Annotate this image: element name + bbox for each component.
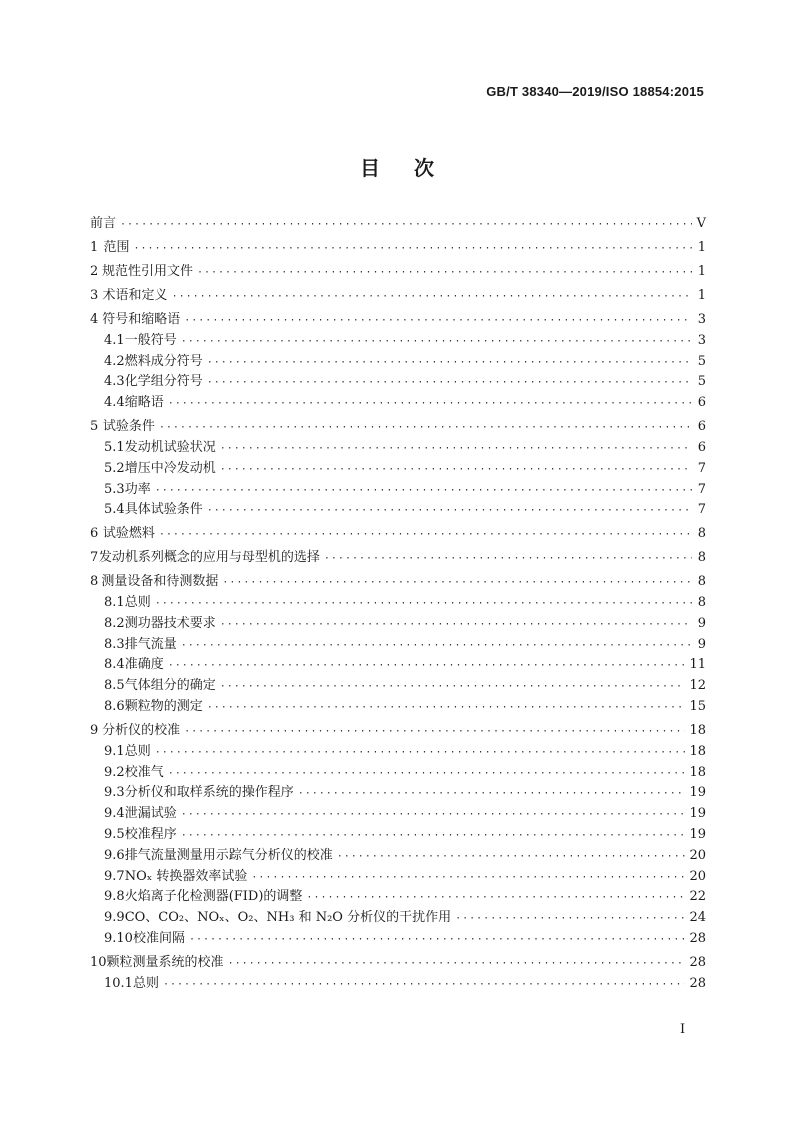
- toc-subentry[interactable]: [90, 887, 706, 908]
- page-number: I: [680, 1022, 686, 1037]
- toc-subentry[interactable]: [90, 655, 706, 676]
- toc-subentry[interactable]: [90, 783, 706, 804]
- toc-entry-number: 9.7: [104, 868, 125, 884]
- dot-leader: [251, 868, 685, 889]
- toc-entry-title: 准确度: [124, 657, 164, 673]
- toc-entry-title: 术语和定义: [102, 287, 168, 303]
- toc-entry-number: 8.5: [104, 678, 125, 694]
- toc-entry-number: 4.3: [104, 374, 125, 390]
- toc-entry-page: 5: [697, 353, 706, 369]
- toc-entry-title: 排气流量测量用示踪气分析仪的校准: [124, 847, 333, 863]
- toc-entry[interactable]: [90, 548, 706, 569]
- toc-entry-page: 11: [689, 657, 706, 673]
- toc-entry-title: 校准气: [124, 764, 164, 780]
- dot-leader: [220, 460, 692, 481]
- toc-entry-page: 7: [697, 460, 706, 476]
- toc-entry-number: 4: [90, 311, 99, 327]
- toc-subentry[interactable]: [90, 331, 706, 352]
- toc-entry-page: 6: [697, 419, 706, 435]
- toc-subentry[interactable]: [90, 500, 706, 521]
- dot-leader: [222, 573, 692, 594]
- toc-entry-number: 5.4: [104, 502, 125, 518]
- dot-leader: [298, 784, 686, 805]
- toc-subentry[interactable]: [90, 846, 706, 867]
- dot-leader: [220, 439, 692, 460]
- toc-entry-number: 8.2: [104, 615, 125, 631]
- toc-entry-page: 28: [689, 975, 706, 991]
- toc-entry-title: 校准间隔: [132, 930, 185, 946]
- toc-entry[interactable]: [90, 310, 706, 331]
- dot-leader: [220, 615, 692, 636]
- toc-entry-number: 9.10: [104, 930, 133, 946]
- toc-subentry[interactable]: [90, 393, 706, 414]
- toc-entry-page: 8: [697, 574, 706, 590]
- dot-leader: [181, 805, 686, 826]
- dot-leader: [207, 698, 686, 719]
- toc-entry-title: 排气流量: [124, 636, 177, 652]
- dot-leader: [306, 888, 685, 909]
- toc-entry-page: 1: [697, 239, 706, 255]
- dot-leader: [155, 481, 692, 502]
- toc-entry-title: 燃料成分符号: [124, 353, 203, 369]
- toc-entry-number: 4.4: [104, 395, 125, 411]
- toc-entry-number: 9.5: [104, 827, 125, 842]
- dot-leader: [168, 764, 686, 785]
- toc-subentry[interactable]: [90, 825, 706, 846]
- toc-entry-title: 化学组分符号: [124, 374, 203, 390]
- toc-subentry[interactable]: [90, 804, 706, 825]
- toc-subentry[interactable]: [90, 352, 706, 373]
- toc-subentry[interactable]: [90, 867, 706, 888]
- toc-subentry[interactable]: [90, 697, 706, 718]
- toc-entry-number: 8.4: [104, 657, 125, 673]
- dot-leader: [181, 332, 692, 353]
- toc-entry-number: 9.6: [104, 847, 125, 863]
- toc-entry-title: 总则: [124, 595, 151, 611]
- toc-entry-title: 颗粒物的测定: [124, 699, 203, 715]
- toc-entry-page: 20: [689, 847, 706, 863]
- toc-entry-number: 1: [90, 239, 99, 255]
- toc-entry-page: 18: [689, 764, 706, 780]
- toc-entry-title: 试验燃料: [102, 526, 155, 542]
- toc-entry-title: 泄漏试验: [124, 806, 177, 822]
- toc-entry-page: 1: [697, 287, 706, 303]
- toc-entry-number: 8.1: [104, 595, 125, 611]
- toc-subentry[interactable]: [90, 593, 706, 614]
- toc-entry-page: 8: [697, 526, 706, 542]
- toc-entry-title: NOₓ 转换器效率试验: [124, 868, 248, 884]
- toc-entry-page: 19: [689, 785, 706, 801]
- toc-entry-page: 8: [697, 595, 706, 611]
- toc-entry-title: 总则: [132, 975, 159, 991]
- toc-subentry[interactable]: [90, 480, 706, 501]
- toc-entry-title: 发动机系列概念的应用与母型机的选择: [98, 550, 320, 566]
- toc-subentry[interactable]: [90, 908, 706, 929]
- toc-subentry[interactable]: [90, 438, 706, 459]
- toc-entry-title: 前言: [90, 216, 117, 231]
- dot-leader: [337, 847, 686, 868]
- toc-entry-number: 3: [90, 287, 99, 303]
- toc-entry-title: 符号和缩略语: [102, 311, 181, 327]
- toc-subentry[interactable]: [90, 763, 706, 784]
- dot-leader: [228, 954, 686, 975]
- toc-entry-title: 功率: [124, 481, 151, 497]
- dot-leader: [155, 594, 692, 615]
- toc-entry-page: 1: [697, 263, 706, 279]
- toc-entry-number: 9.2: [104, 764, 125, 780]
- toc-entry-page: 24: [689, 910, 706, 926]
- toc-entry-page: 18: [689, 743, 706, 759]
- toc-entry-page: 15: [689, 699, 706, 715]
- toc-entry-title: 试验条件: [102, 419, 155, 435]
- toc-entry[interactable]: [90, 262, 706, 283]
- standard-code-header: GB/T 38340—2019/ISO 18854:2015: [486, 84, 704, 99]
- toc-entry-page: 6: [697, 395, 706, 411]
- toc-entry-title: CO、CO₂、NOₓ、O₂、NH₃ 和 N₂O 分析仪的干扰作用: [124, 910, 452, 926]
- toc-entry-number: 10.1: [104, 975, 133, 991]
- toc-subentry[interactable]: [90, 635, 706, 656]
- toc-entry-page: 3: [697, 311, 706, 327]
- dot-leader: [220, 677, 686, 698]
- toc-entry-number: 4.2: [104, 353, 125, 369]
- toc-entry-number: 8.6: [104, 699, 125, 715]
- page-title: 目次: [360, 156, 468, 180]
- toc-entry-number: 9.1: [104, 743, 125, 759]
- toc-entry[interactable]: [90, 572, 706, 593]
- toc-entry[interactable]: [90, 524, 706, 545]
- toc-entry-page: 18: [689, 723, 706, 739]
- toc-subentry[interactable]: [90, 372, 706, 393]
- toc-entry-page: 28: [689, 954, 706, 970]
- toc-entry-number: 9.9: [104, 910, 125, 926]
- toc-entry-page: 9: [697, 615, 706, 631]
- toc-entry-page: 7: [697, 502, 706, 518]
- dot-leader: [189, 930, 685, 951]
- toc-entry[interactable]: [90, 238, 706, 259]
- toc-subentry[interactable]: [90, 676, 706, 697]
- toc-entry-number: 9: [90, 723, 99, 739]
- toc-entry-number: 2: [90, 263, 99, 279]
- toc-entry-title: 校准程序: [124, 827, 177, 842]
- toc-entry-number: 8.3: [104, 636, 125, 652]
- dot-leader: [181, 636, 692, 657]
- toc-entry-page: 3: [697, 332, 706, 348]
- toc-entry-page: 9: [697, 636, 706, 652]
- toc-subentry[interactable]: [90, 929, 706, 950]
- toc-entry-title: 具体试验条件: [124, 502, 203, 518]
- toc-entry-number: 5.2: [104, 460, 125, 476]
- dot-leader: [184, 311, 692, 332]
- toc-entry-page: 22: [689, 889, 706, 905]
- toc-entry-title: 颗粒测量系统的校准: [106, 954, 224, 970]
- dot-leader: [133, 239, 692, 260]
- toc-subentry[interactable]: [90, 459, 706, 480]
- dot-leader: [168, 656, 686, 677]
- toc-entry-title: 分析仪的校准: [102, 723, 181, 739]
- toc-entry-number: 9.3: [104, 785, 125, 801]
- dot-leader: [207, 353, 692, 374]
- toc-entry-title: 一般符号: [124, 332, 177, 348]
- toc-entry-number: 5: [90, 419, 99, 435]
- toc-entry-page: 5: [697, 374, 706, 390]
- toc-entry-title: 规范性引用文件: [101, 263, 193, 279]
- dot-leader: [155, 743, 686, 764]
- toc-entry-title: 增压中冷发动机: [124, 460, 216, 476]
- toc-entry-page: 28: [689, 930, 706, 946]
- toc-entry-title: 发动机试验状况: [124, 439, 216, 455]
- toc-entry-title: 分析仪和取样系统的操作程序: [124, 785, 294, 801]
- toc-entry-page: 6: [697, 439, 706, 455]
- toc-entry[interactable]: [90, 721, 706, 742]
- toc-entry-number: 9.4: [104, 806, 125, 822]
- dot-leader: [455, 909, 685, 930]
- toc-entry-title: 总则: [124, 743, 151, 759]
- dot-leader: [172, 287, 692, 308]
- toc-entry-title: 测量设备和待测数据: [101, 574, 219, 590]
- toc-entry-page: 7: [697, 481, 706, 497]
- toc-entry[interactable]: [90, 953, 706, 974]
- toc-entry-page: 8: [697, 550, 706, 566]
- toc-entry-number: 5.1: [104, 439, 125, 455]
- dot-leader: [120, 215, 692, 236]
- toc-entry-number: 6: [90, 526, 99, 542]
- dot-leader: [197, 263, 692, 284]
- toc-entry-number: 7: [90, 550, 99, 566]
- toc-entry-title: 测功器技术要求: [124, 615, 216, 631]
- toc-entry-title: 缩略语: [124, 395, 164, 411]
- toc-subentry[interactable]: [90, 742, 706, 763]
- dot-leader: [168, 394, 692, 415]
- toc-entry-page: 20: [689, 868, 706, 884]
- toc-entry-number: 4.1: [104, 332, 125, 348]
- toc-entry-page: V: [696, 216, 706, 231]
- table-of-contents: [90, 214, 706, 995]
- dot-leader: [324, 549, 692, 570]
- dot-leader: [184, 722, 685, 743]
- toc-entry-title: 火焰离子化检测器(FID)的调整: [124, 889, 303, 905]
- toc-subentry[interactable]: [90, 614, 706, 635]
- toc-entry-title: 范围: [103, 239, 130, 255]
- dot-leader: [159, 525, 692, 546]
- toc-entry-number: 10: [90, 954, 107, 970]
- toc-entry-number: 9.8: [104, 889, 125, 905]
- toc-entry-number: 8: [90, 574, 99, 590]
- dot-leader: [159, 418, 692, 439]
- toc-entry-page: 19: [689, 806, 706, 822]
- toc-entry-title: 气体组分的确定: [124, 678, 216, 694]
- toc-entry-page: 19: [689, 827, 706, 842]
- dot-leader: [207, 501, 692, 522]
- toc-entry[interactable]: [90, 214, 706, 235]
- toc-entry-number: 5.3: [104, 481, 125, 497]
- dot-leader: [207, 373, 692, 394]
- dot-leader: [181, 826, 686, 847]
- toc-entry-page: 12: [689, 678, 706, 694]
- toc-subentry[interactable]: [90, 974, 706, 995]
- toc-entry[interactable]: [90, 286, 706, 307]
- dot-leader: [163, 975, 685, 996]
- toc-entry[interactable]: [90, 417, 706, 438]
